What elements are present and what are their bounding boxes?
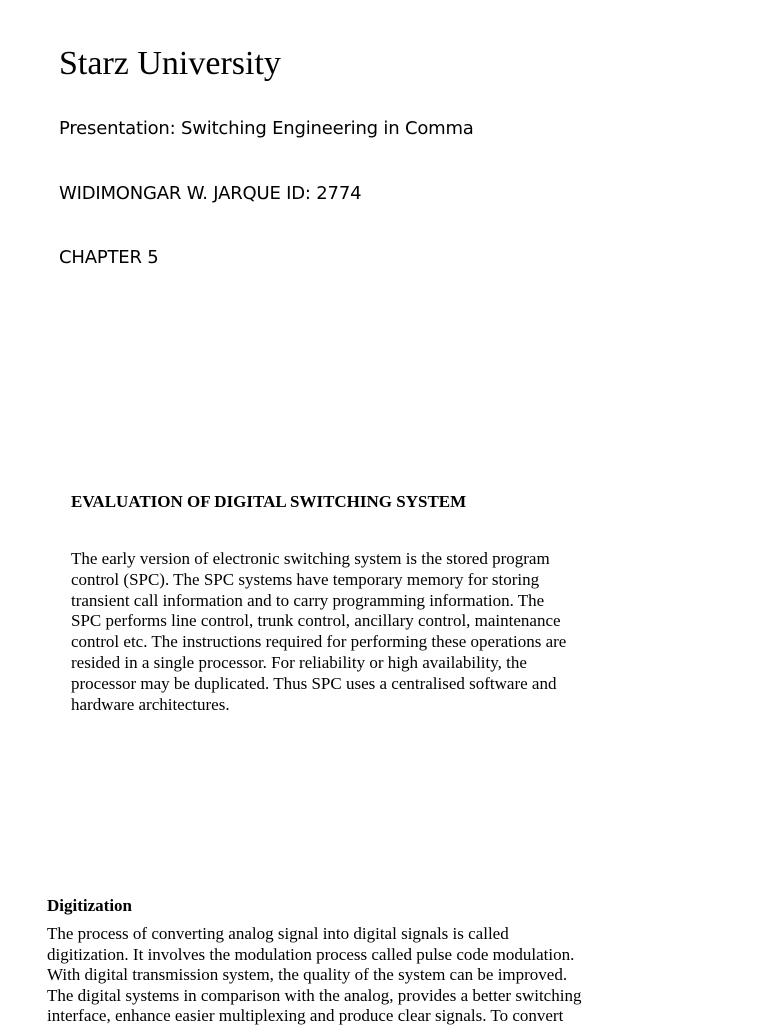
paragraph-line: processor may be duplicated. Thus SPC uses a centralised software and [71, 673, 557, 693]
digitization-paragraph [47, 924, 667, 1027]
paragraph-line: The early version of electronic switching system is the stored program [71, 549, 550, 568]
presentation-subtitle: Presentation: Switching Engineering in Comma [59, 118, 474, 139]
author-line: WIDIMONGAR W. JARQUE ID: 2774 [59, 183, 362, 204]
evaluation-heading: EVALUATION OF DIGITAL SWITCHING SYSTEM [71, 492, 467, 511]
evaluation-section [71, 491, 651, 715]
paragraph-line: resided in a single processor. For reliability or high availability, the [71, 652, 527, 672]
paragraph-line: hardware architectures. [71, 694, 230, 714]
university-title: Starz University [59, 45, 281, 82]
digitization-heading: Digitization [47, 896, 132, 915]
paragraph-line: control (SPC). The SPC systems have temporary memory for storing [71, 569, 540, 589]
chapter-label: CHAPTER 5 [59, 247, 159, 268]
evaluation-paragraph [71, 549, 651, 715]
paragraph-line: transient call information and to carry programming information. The [71, 590, 545, 610]
paragraph-line: control etc. The instructions required for performing these operations are [71, 632, 567, 652]
paragraph-line: With digital transmission system, the quality of the system can be improved. [47, 965, 568, 984]
paragraph-line: interface, enhance easier multiplexing and produce clear signals. To convert [47, 1006, 564, 1025]
paragraph-line: The process of converting analog signal into digital signals is called [47, 924, 509, 943]
paragraph-line: SPC performs line control, trunk control, ancillary control, maintenance [71, 611, 561, 631]
paragraph-line: The digital systems in comparison with the analog, provides a better switching [47, 985, 582, 1005]
paragraph-line: digitization. It involves the modulation process called pulse code modulation. [47, 944, 575, 964]
digitization-section [47, 895, 667, 1027]
